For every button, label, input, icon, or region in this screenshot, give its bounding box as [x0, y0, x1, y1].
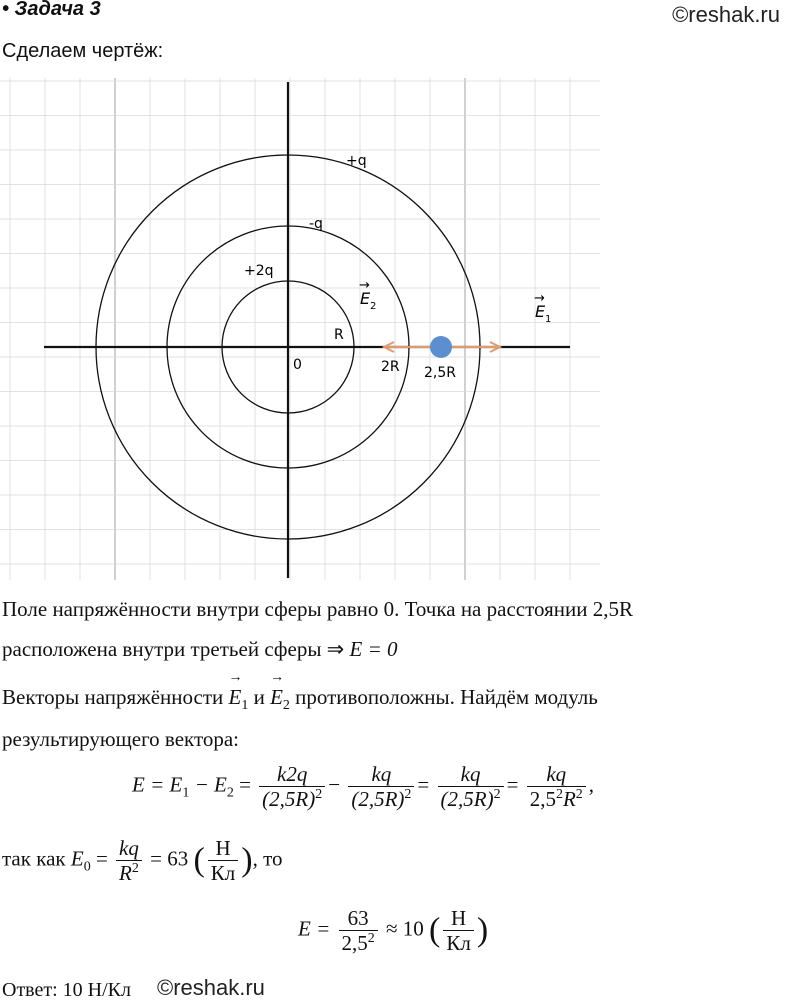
answer-text: Ответ: 10 Н/Кл — [2, 979, 132, 1001]
svg-text:1: 1 — [545, 314, 552, 325]
label-outer-charge: +q — [346, 153, 367, 169]
label-2-5r: 2,5R — [424, 365, 456, 381]
formula-main: $E = E_1 - E_2$ = $\frac{k2q}{(2,5R)^2}$ − $\frac{kq}{(2,5R)^2}$ = $\frac{kq}{(2,5R)^2}$ = $\frac{kq}{2,5^2R^2}$ , — [132, 762, 595, 812]
svg-text:→: → — [534, 291, 545, 306]
formula-result: E = $\frac{63}{2,5^2}$ ≈ 10 ( $\frac{Н}{Кл}$ ) — [298, 906, 489, 956]
intro-text: Сделаем чертёж: — [2, 40, 164, 62]
task-title: • Задача 3 — [2, 0, 101, 20]
svg-text:→: → — [359, 278, 370, 293]
label-origin: 0 — [293, 357, 302, 373]
svg-text:2: 2 — [370, 301, 377, 312]
label-r: R — [334, 327, 344, 343]
label-e1 — [534, 291, 551, 325]
watermark-top: ©reshak.ru — [672, 2, 780, 27]
label-e2 — [359, 278, 376, 312]
test-point — [430, 336, 452, 358]
svg-text:E: E — [535, 302, 546, 321]
label-inner-charge: +2q — [244, 263, 274, 279]
spheres-diagram — [0, 78, 610, 583]
paragraph-3: Векторы напряжённости → $E_1$ $и \to E_2$ противоположны. Найдём модуль — [2, 685, 598, 714]
svg-text:E: E — [360, 289, 371, 308]
formula-e0: так как $E_0$ = $\frac{kq}{R^2}$ = 63 ( $\frac{Н}{Кл}$ ), то — [2, 836, 283, 886]
paragraph-2: расположена внутри третьей сферы ⇒ E = 0 — [2, 637, 398, 661]
label-middle-charge: -q — [309, 216, 323, 232]
paragraph-4: результирующего вектора: — [2, 727, 240, 751]
grid-lines — [0, 78, 600, 580]
paragraph-1: Поле напряжённости внутри сферы равно 0. Точка на расстоянии 2,5R — [2, 597, 633, 621]
label-2r: 2R — [381, 359, 400, 375]
watermark-bottom: ©reshak.ru — [157, 975, 265, 1000]
